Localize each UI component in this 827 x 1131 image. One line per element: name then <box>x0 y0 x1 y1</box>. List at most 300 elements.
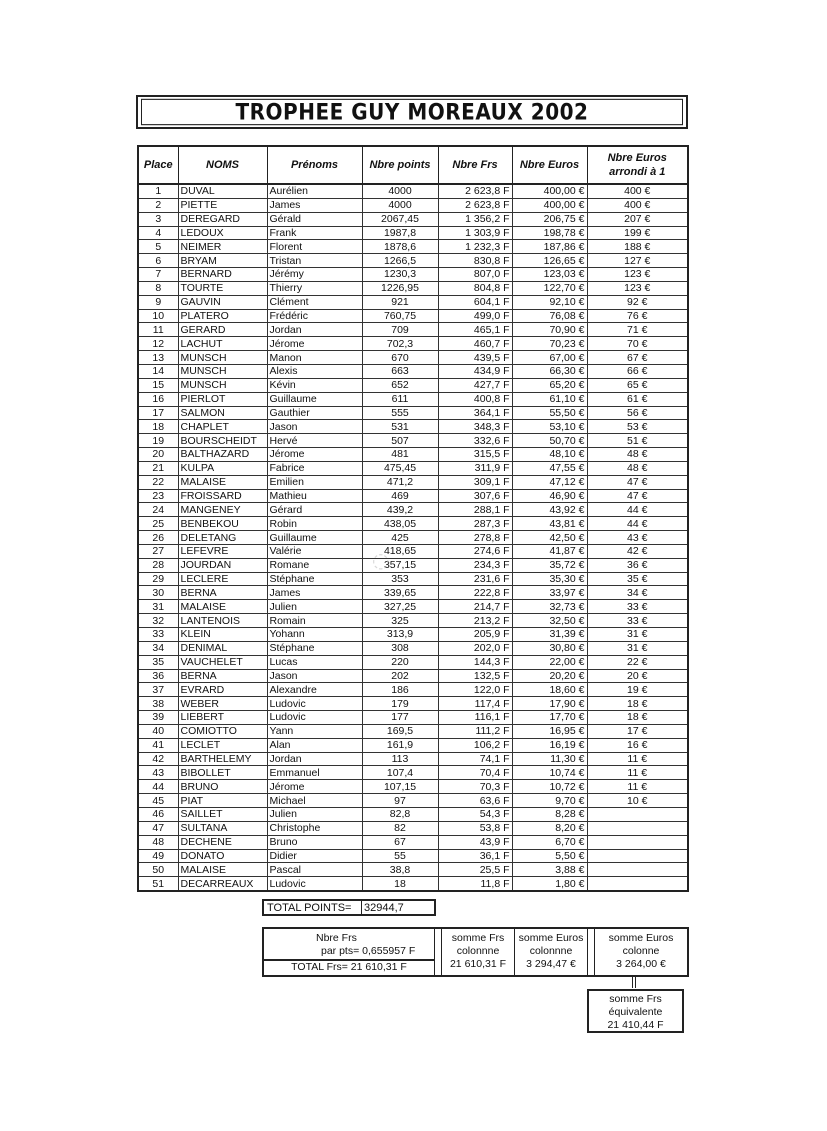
cell-points: 760,75 <box>362 309 438 323</box>
table-row <box>138 669 688 683</box>
cell-prenom: Jérome <box>267 780 362 794</box>
cell-prenom: Manon <box>267 351 362 365</box>
cell-frs: 54,3 F <box>438 807 512 821</box>
cell-prenom: Jérémy <box>267 268 362 282</box>
cell-frs: 278,8 F <box>438 531 512 545</box>
table-row <box>138 406 688 420</box>
cell-points: 82 <box>362 821 438 835</box>
table-row <box>138 337 688 351</box>
cell-points: 475,45 <box>362 461 438 475</box>
table-row <box>138 184 688 198</box>
table-row <box>138 766 688 780</box>
cell-nom: BIBOLLET <box>178 766 267 780</box>
cell-nom: DENIMAL <box>178 641 267 655</box>
cell-frs: 460,7 F <box>438 337 512 351</box>
cell-place: 51 <box>138 877 178 891</box>
cell-prenom: James <box>267 198 362 212</box>
table-row <box>138 364 688 378</box>
cell-frs: 807,0 F <box>438 268 512 282</box>
table-body <box>138 184 688 891</box>
cell-place: 23 <box>138 489 178 503</box>
cell-euros-rounded: 31 € <box>587 628 688 642</box>
cell-euros-rounded: 22 € <box>587 655 688 669</box>
cell-frs: 364,1 F <box>438 406 512 420</box>
cell-place: 50 <box>138 863 178 877</box>
equals-connector <box>632 976 636 988</box>
cell-points: 425 <box>362 531 438 545</box>
cell-nom: SAILLET <box>178 807 267 821</box>
cell-nom: DUVAL <box>178 184 267 198</box>
cell-place: 36 <box>138 669 178 683</box>
cell-euros-rounded: 207 € <box>587 212 688 226</box>
cell-frs: 465,1 F <box>438 323 512 337</box>
cell-points: 418,65 <box>362 544 438 558</box>
cell-euros-rounded <box>587 877 688 891</box>
cell-frs: 434,9 F <box>438 364 512 378</box>
header-euros-rounded-line1: Nbre Euros <box>607 152 667 164</box>
cell-nom: LECLERE <box>178 572 267 586</box>
cell-euros: 32,73 € <box>512 600 587 614</box>
cell-place: 25 <box>138 517 178 531</box>
cell-nom: DEREGARD <box>178 212 267 226</box>
cell-points: 555 <box>362 406 438 420</box>
table-row <box>138 586 688 600</box>
cell-nom: PIAT <box>178 794 267 808</box>
cell-points: 18 <box>362 877 438 891</box>
cell-frs: 315,5 F <box>438 448 512 462</box>
cell-nom: MALAISE <box>178 600 267 614</box>
cell-euros-rounded: 53 € <box>587 420 688 434</box>
table-row <box>138 448 688 462</box>
cell-nom: FROISSARD <box>178 489 267 503</box>
cell-prenom: Alexis <box>267 364 362 378</box>
summary-somme-euros-rounded-line1: somme Euros <box>608 932 674 944</box>
cell-points: 469 <box>362 489 438 503</box>
cell-points: 921 <box>362 295 438 309</box>
summary-somme-euros-line1: somme Euros <box>518 932 584 944</box>
cell-euros-rounded: 42 € <box>587 544 688 558</box>
cell-frs: 106,2 F <box>438 738 512 752</box>
cell-prenom: Valérie <box>267 544 362 558</box>
cell-place: 10 <box>138 309 178 323</box>
cell-prenom: Gauthier <box>267 406 362 420</box>
table-row <box>138 641 688 655</box>
cell-euros: 17,90 € <box>512 697 587 711</box>
cell-prenom: Aurélien <box>267 184 362 198</box>
cell-euros-rounded: 70 € <box>587 337 688 351</box>
table-row <box>138 378 688 392</box>
cell-prenom: Clément <box>267 295 362 309</box>
cell-euros: 16,19 € <box>512 738 587 752</box>
summary-somme-frs-line2: colonnne <box>456 945 500 957</box>
table-row <box>138 794 688 808</box>
table-row <box>138 724 688 738</box>
cell-frs: 332,6 F <box>438 434 512 448</box>
cell-euros-rounded: 18 € <box>587 697 688 711</box>
cell-euros-rounded: 400 € <box>587 198 688 212</box>
cell-euros-rounded: 51 € <box>587 434 688 448</box>
table-row <box>138 254 688 268</box>
cell-euros-rounded: 76 € <box>587 309 688 323</box>
cell-place: 5 <box>138 240 178 254</box>
cell-euros-rounded: 17 € <box>587 724 688 738</box>
cell-points: 471,2 <box>362 475 438 489</box>
cell-nom: TOURTE <box>178 281 267 295</box>
cell-frs: 205,9 F <box>438 628 512 642</box>
cell-nom: EVRARD <box>178 683 267 697</box>
cell-prenom: Pascal <box>267 863 362 877</box>
cell-points: 670 <box>362 351 438 365</box>
cell-euros-rounded: 33 € <box>587 600 688 614</box>
table-row <box>138 475 688 489</box>
cell-frs: 70,4 F <box>438 766 512 780</box>
cell-nom: PIERLOT <box>178 392 267 406</box>
cell-points: 611 <box>362 392 438 406</box>
cell-euros: 65,20 € <box>512 378 587 392</box>
table-row <box>138 877 688 891</box>
cell-prenom: Frank <box>267 226 362 240</box>
cell-prenom: Hervé <box>267 434 362 448</box>
cell-place: 33 <box>138 628 178 642</box>
table-row <box>138 461 688 475</box>
header-prenoms: Prénoms <box>267 146 362 184</box>
cell-euros: 43,81 € <box>512 517 587 531</box>
table-row <box>138 323 688 337</box>
table-row <box>138 655 688 669</box>
cell-euros-rounded <box>587 807 688 821</box>
cell-place: 48 <box>138 835 178 849</box>
cell-euros-rounded: 35 € <box>587 572 688 586</box>
cell-euros-rounded: 67 € <box>587 351 688 365</box>
cell-frs: 222,8 F <box>438 586 512 600</box>
cell-place: 8 <box>138 281 178 295</box>
table-row <box>138 295 688 309</box>
cell-frs: 427,7 F <box>438 378 512 392</box>
table-row <box>138 531 688 545</box>
cell-points: 438,05 <box>362 517 438 531</box>
cell-nom: LECLET <box>178 738 267 752</box>
cell-euros: 31,39 € <box>512 628 587 642</box>
cell-nom: GAUVIN <box>178 295 267 309</box>
cell-points: 702,3 <box>362 337 438 351</box>
cell-place: 41 <box>138 738 178 752</box>
cell-points: 327,25 <box>362 600 438 614</box>
summary-table <box>262 927 689 977</box>
cell-points: 38,8 <box>362 863 438 877</box>
table-row <box>138 614 688 628</box>
cell-points: 177 <box>362 711 438 725</box>
cell-frs: 132,5 F <box>438 669 512 683</box>
cell-frs: 70,3 F <box>438 780 512 794</box>
cell-euros: 187,86 € <box>512 240 587 254</box>
cell-prenom: Tristan <box>267 254 362 268</box>
total-points-box <box>262 899 436 916</box>
table-row <box>138 807 688 821</box>
table-row <box>138 835 688 849</box>
cell-prenom: Robin <box>267 517 362 531</box>
cell-frs: 74,1 F <box>438 752 512 766</box>
cell-nom: SALMON <box>178 406 267 420</box>
summary-somme-euros-value: 3 294,47 € <box>526 958 576 970</box>
cell-nom: GERARD <box>178 323 267 337</box>
cell-euros-rounded <box>587 863 688 877</box>
cell-frs: 43,9 F <box>438 835 512 849</box>
cell-nom: MUNSCH <box>178 351 267 365</box>
cell-nom: LIEBERT <box>178 711 267 725</box>
cell-place: 27 <box>138 544 178 558</box>
table-row <box>138 780 688 794</box>
table-row <box>138 268 688 282</box>
cell-euros-rounded <box>587 849 688 863</box>
cell-frs: 234,3 F <box>438 558 512 572</box>
cell-euros-rounded: 400 € <box>587 184 688 198</box>
cell-nom: MALAISE <box>178 863 267 877</box>
cell-euros: 8,20 € <box>512 821 587 835</box>
table-row <box>138 863 688 877</box>
table-row <box>138 738 688 752</box>
cell-nom: CHAPLET <box>178 420 267 434</box>
cell-points: 308 <box>362 641 438 655</box>
cell-nom: BARTHELEMY <box>178 752 267 766</box>
header-place: Place <box>138 146 178 184</box>
summary-somme-euros-rounded-value: 3 264,00 € <box>616 958 666 970</box>
cell-prenom: Michael <box>267 794 362 808</box>
cell-place: 4 <box>138 226 178 240</box>
cell-frs: 804,8 F <box>438 281 512 295</box>
equivalent-frs-box <box>587 989 684 1033</box>
cell-nom: BENBEKOU <box>178 517 267 531</box>
summary-nbre-frs: Nbre Frs <box>316 932 357 944</box>
cell-euros: 50,70 € <box>512 434 587 448</box>
table-row <box>138 503 688 517</box>
cell-nom: DECHENE <box>178 835 267 849</box>
cell-euros-rounded: 123 € <box>587 281 688 295</box>
cell-nom: LACHUT <box>178 337 267 351</box>
cell-prenom: Mathieu <box>267 489 362 503</box>
cell-frs: 309,1 F <box>438 475 512 489</box>
summary-par-pts: par pts= 0,655957 F <box>321 945 416 957</box>
table-row <box>138 309 688 323</box>
cell-frs: 231,6 F <box>438 572 512 586</box>
table-row <box>138 434 688 448</box>
header-points: Nbre points <box>362 146 438 184</box>
cell-nom: BERNARD <box>178 268 267 282</box>
cell-euros: 11,30 € <box>512 752 587 766</box>
cell-place: 45 <box>138 794 178 808</box>
cell-frs: 830,8 F <box>438 254 512 268</box>
cell-euros: 1,80 € <box>512 877 587 891</box>
cell-euros: 32,50 € <box>512 614 587 628</box>
header-euros-rounded <box>587 146 688 184</box>
cell-place: 29 <box>138 572 178 586</box>
cell-place: 44 <box>138 780 178 794</box>
cell-nom: LEDOUX <box>178 226 267 240</box>
table-row <box>138 420 688 434</box>
cell-prenom: Guillaume <box>267 531 362 545</box>
cell-nom: KLEIN <box>178 628 267 642</box>
cell-frs: 1 303,9 F <box>438 226 512 240</box>
cell-euros: 35,72 € <box>512 558 587 572</box>
cell-nom: COMIOTTO <box>178 724 267 738</box>
cell-euros: 400,00 € <box>512 184 587 198</box>
cell-euros-rounded: 61 € <box>587 392 688 406</box>
cell-euros-rounded: 71 € <box>587 323 688 337</box>
cell-frs: 2 623,8 F <box>438 184 512 198</box>
cell-points: 97 <box>362 794 438 808</box>
cell-place: 43 <box>138 766 178 780</box>
cell-prenom: Alan <box>267 738 362 752</box>
cell-prenom: Jason <box>267 420 362 434</box>
cell-euros-rounded: 47 € <box>587 475 688 489</box>
cell-euros-rounded: 92 € <box>587 295 688 309</box>
header-noms: NOMS <box>178 146 267 184</box>
cell-prenom: Thierry <box>267 281 362 295</box>
cell-prenom: Fabrice <box>267 461 362 475</box>
cell-prenom: Stéphane <box>267 641 362 655</box>
cell-euros: 22,00 € <box>512 655 587 669</box>
summary-frs-per-point <box>263 928 435 976</box>
cell-points: 1230,3 <box>362 268 438 282</box>
table-row <box>138 683 688 697</box>
cell-nom: DELETANG <box>178 531 267 545</box>
cell-euros: 3,88 € <box>512 863 587 877</box>
cell-place: 20 <box>138 448 178 462</box>
cell-points: 107,15 <box>362 780 438 794</box>
summary-somme-frs-line1: somme Frs <box>451 932 505 944</box>
cell-points: 161,9 <box>362 738 438 752</box>
cell-points: 709 <box>362 323 438 337</box>
cell-euros: 55,50 € <box>512 406 587 420</box>
header-euros-rounded-line2: arrondi à 1 <box>609 166 666 178</box>
cell-frs: 439,5 F <box>438 351 512 365</box>
cell-nom: MUNSCH <box>178 378 267 392</box>
cell-points: 313,9 <box>362 628 438 642</box>
cell-points: 1266,5 <box>362 254 438 268</box>
summary-somme-frs-value: 21 610,31 F <box>449 958 507 970</box>
summary-somme-euros-rounded <box>595 928 689 976</box>
cell-prenom: Julien <box>267 807 362 821</box>
cell-frs: 287,3 F <box>438 517 512 531</box>
cell-frs: 144,3 F <box>438 655 512 669</box>
cell-euros: 30,80 € <box>512 641 587 655</box>
equivalent-value: 21 410,44 F <box>607 1019 664 1031</box>
cell-euros: 46,90 € <box>512 489 587 503</box>
cell-euros: 47,55 € <box>512 461 587 475</box>
cell-points: 652 <box>362 378 438 392</box>
cell-euros: 76,08 € <box>512 309 587 323</box>
total-points-value: 32944,7 <box>364 902 404 914</box>
header-row <box>138 146 688 184</box>
table-row <box>138 489 688 503</box>
cell-euros-rounded: 66 € <box>587 364 688 378</box>
cell-euros: 92,10 € <box>512 295 587 309</box>
cell-prenom: Jordan <box>267 752 362 766</box>
cell-prenom: Ludovic <box>267 877 362 891</box>
cell-euros: 33,97 € <box>512 586 587 600</box>
cell-frs: 214,7 F <box>438 600 512 614</box>
cell-euros: 61,10 € <box>512 392 587 406</box>
cell-prenom: Christophe <box>267 821 362 835</box>
cell-euros-rounded: 11 € <box>587 766 688 780</box>
cell-place: 7 <box>138 268 178 282</box>
cell-frs: 117,4 F <box>438 697 512 711</box>
cell-euros-rounded <box>587 835 688 849</box>
cell-points: 4000 <box>362 184 438 198</box>
cell-frs: 1 232,3 F <box>438 240 512 254</box>
cell-prenom: Stéphane <box>267 572 362 586</box>
cell-points: 82,8 <box>362 807 438 821</box>
summary-spacer-2 <box>588 928 595 976</box>
cell-euros: 20,20 € <box>512 669 587 683</box>
cell-place: 30 <box>138 586 178 600</box>
cell-euros: 47,12 € <box>512 475 587 489</box>
cell-prenom: Emilien <box>267 475 362 489</box>
cell-prenom: Jordan <box>267 323 362 337</box>
cell-frs: 499,0 F <box>438 309 512 323</box>
cell-place: 40 <box>138 724 178 738</box>
cell-points: 55 <box>362 849 438 863</box>
cell-place: 18 <box>138 420 178 434</box>
cell-euros: 400,00 € <box>512 198 587 212</box>
cell-place: 28 <box>138 558 178 572</box>
cell-frs: 36,1 F <box>438 849 512 863</box>
cell-place: 16 <box>138 392 178 406</box>
cell-place: 21 <box>138 461 178 475</box>
cell-euros: 123,03 € <box>512 268 587 282</box>
cell-points: 179 <box>362 697 438 711</box>
cell-points: 186 <box>362 683 438 697</box>
cell-frs: 202,0 F <box>438 641 512 655</box>
cell-frs: 288,1 F <box>438 503 512 517</box>
cell-euros: 70,23 € <box>512 337 587 351</box>
table-row <box>138 392 688 406</box>
cell-prenom: Lucas <box>267 655 362 669</box>
cell-prenom: Jason <box>267 669 362 683</box>
cell-frs: 25,5 F <box>438 863 512 877</box>
equivalent-line1: somme Frs <box>609 993 662 1005</box>
cell-nom: SULTANA <box>178 821 267 835</box>
summary-somme-euros-rounded-line2: colonne <box>622 945 660 957</box>
cell-nom: PLATERO <box>178 309 267 323</box>
cell-prenom: Yann <box>267 724 362 738</box>
cell-frs: 1 356,2 F <box>438 212 512 226</box>
cell-points: 1987,8 <box>362 226 438 240</box>
cell-nom: LEFEVRE <box>178 544 267 558</box>
cell-prenom: Yohann <box>267 628 362 642</box>
table-row <box>138 697 688 711</box>
cell-nom: WEBER <box>178 697 267 711</box>
cell-euros: 10,74 € <box>512 766 587 780</box>
cell-frs: 53,8 F <box>438 821 512 835</box>
cell-prenom: Ludovic <box>267 697 362 711</box>
table-row <box>138 351 688 365</box>
cell-points: 67 <box>362 835 438 849</box>
cell-euros: 43,92 € <box>512 503 587 517</box>
cell-euros-rounded: 19 € <box>587 683 688 697</box>
cell-euros-rounded: 123 € <box>587 268 688 282</box>
watermark-stamp: ◌ <box>372 548 390 572</box>
cell-euros: 8,28 € <box>512 807 587 821</box>
cell-place: 15 <box>138 378 178 392</box>
cell-prenom: Emmanuel <box>267 766 362 780</box>
cell-euros: 10,72 € <box>512 780 587 794</box>
cell-place: 47 <box>138 821 178 835</box>
cell-place: 49 <box>138 849 178 863</box>
header-frs: Nbre Frs <box>438 146 512 184</box>
table-row <box>138 628 688 642</box>
cell-points: 169,5 <box>362 724 438 738</box>
cell-euros: 18,60 € <box>512 683 587 697</box>
